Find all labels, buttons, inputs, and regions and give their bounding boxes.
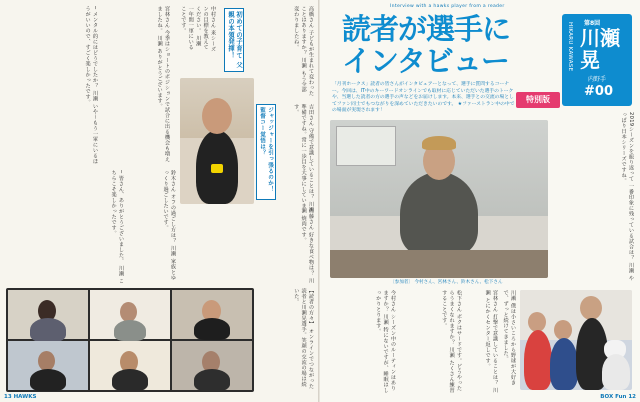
episode-number: 第8回 (584, 20, 601, 27)
english-subtitle: Interview with a hawks player from a reader (390, 4, 505, 9)
video-call-grid (6, 288, 254, 392)
special-edition-badge: 特別版 (516, 92, 560, 108)
family-photo (520, 290, 632, 390)
call-tile-5 (90, 341, 170, 390)
desk-table (330, 250, 548, 278)
player-number: #00 (584, 84, 613, 99)
lead-text: 「月刊ホークス」読者の皆さんがインタビュアーとなって、選手に質問するコーナー。今回は、IT中のキーワードオンラインでも取材に応じていただいた選手のトークや、当選した読者の方の選手の声などをお届けします。本来、選手との交流の場としてファン同士でもつながりを深めていただきたいのです。 (332, 82, 514, 107)
family-member-2 (550, 338, 578, 390)
player-face (202, 98, 232, 134)
right-text-col-4: 宮林さん 打撃で意識していることは？ 川瀬 とにかくセンター返しです。 (484, 290, 498, 393)
family-face-1 (528, 312, 546, 332)
left-folio: 13 HAWKS (4, 394, 37, 400)
right-text-col-1: 2019シーズンを振り返って 一番印象に残っている試合は？ 川瀬 やっぱり日本シリーズですね。 (620, 112, 634, 281)
right-text-col-3: 松下さん ボクはサードです。どうやったらうまくなれますか？ 川瀬 たくさん練習することです。 (441, 290, 462, 393)
desk-photo-caption: 〔参加者〕 今村さん、宮林さん、鈴木さん、松下さん (390, 280, 503, 285)
lead-text-2: ★ファーストラン中の中での場面が実現されます！ (332, 101, 515, 114)
hawks-logo (211, 164, 223, 173)
right-folio: BOX Fun 12 (600, 394, 636, 400)
left-text-col-1: ─ メンタル的にはどうでしたか？ 川瀬 いや〜もう一軍にいるほうがいいので、すごく楽しかったです。 (84, 6, 98, 164)
player-hair (422, 136, 456, 150)
player-desk-photo (330, 120, 548, 278)
left-text-col-6: ─ 皆さん、ありがとうございました。 川瀬 こちらこそ楽しかったです。 (110, 170, 124, 284)
title-line-1: 読者が選手に (342, 12, 511, 46)
left-text-col-3: 中村さん 来シーズンの目標を教えてください。 川瀬 一年間一軍にいることです。 (180, 6, 216, 52)
right-text-col-5: 川瀬 僕は小さいころから野球が大好きで、ずっと続けてきました。 (502, 290, 516, 386)
call-tile-2 (90, 290, 170, 339)
left-text-col-9: 【読者の方々】 オンラインでつながった読者と川瀬晃選手。笑顔の交流の場は続いた。 (293, 288, 314, 389)
family-member-1 (524, 330, 552, 390)
call-tile-1 (8, 290, 88, 339)
call-tile-6 (172, 341, 252, 390)
player-name-box (562, 14, 632, 106)
cat-body (602, 354, 630, 390)
left-text-col-4: 高橋さん 子どもが生まれて変わったことはありますか？ 川瀬 もう全部変わりましたね。 (293, 6, 314, 96)
wall-board (336, 126, 396, 166)
left-subhead-1: 初めての子育て 父親の本領発揮！ (224, 8, 244, 72)
right-text-col-2: 今村さん シーズン中のルーティンはありますか？ 川瀬 特にないですが、睡眠はしっかりとります。 (375, 290, 396, 393)
player-position: 内野手 (588, 76, 607, 83)
left-text-col-7: 鈴木さん オフの過ごし方は？ 川瀬 家族とゆっくり過ごしたいです。 (162, 170, 176, 281)
player-seated-body (400, 172, 478, 256)
player-name: 川瀬晃 (580, 26, 620, 72)
player-name-roman: HIKARU KAWASE (567, 22, 573, 72)
left-text-col-2: 宮林さん 今季はショートのポジションで試合に出る機会も増えましたね。 川瀬 ありがとうございます。 (156, 6, 170, 162)
left-subhead-2: ジャッジャーを引っ張るのか！ 監督コー覚悟は？ (256, 104, 276, 200)
right-page (320, 0, 640, 402)
family-face-2 (554, 320, 572, 340)
player-photo-online (180, 78, 254, 204)
left-text-col-8: 佐藤さん 好きな食べ物は？ 川瀬 焼肉です。 (300, 208, 314, 284)
left-text-col-5: 吉田さん 守備で意識していることは？ 川瀬 準備ですね。常に一歩目を大事にしています。 (293, 104, 314, 213)
lead-paragraph (332, 82, 516, 115)
call-tile-3 (172, 290, 252, 339)
title-line-2: インタビュー (342, 44, 509, 78)
family-face-3 (580, 296, 602, 320)
call-tile-4 (8, 341, 88, 390)
